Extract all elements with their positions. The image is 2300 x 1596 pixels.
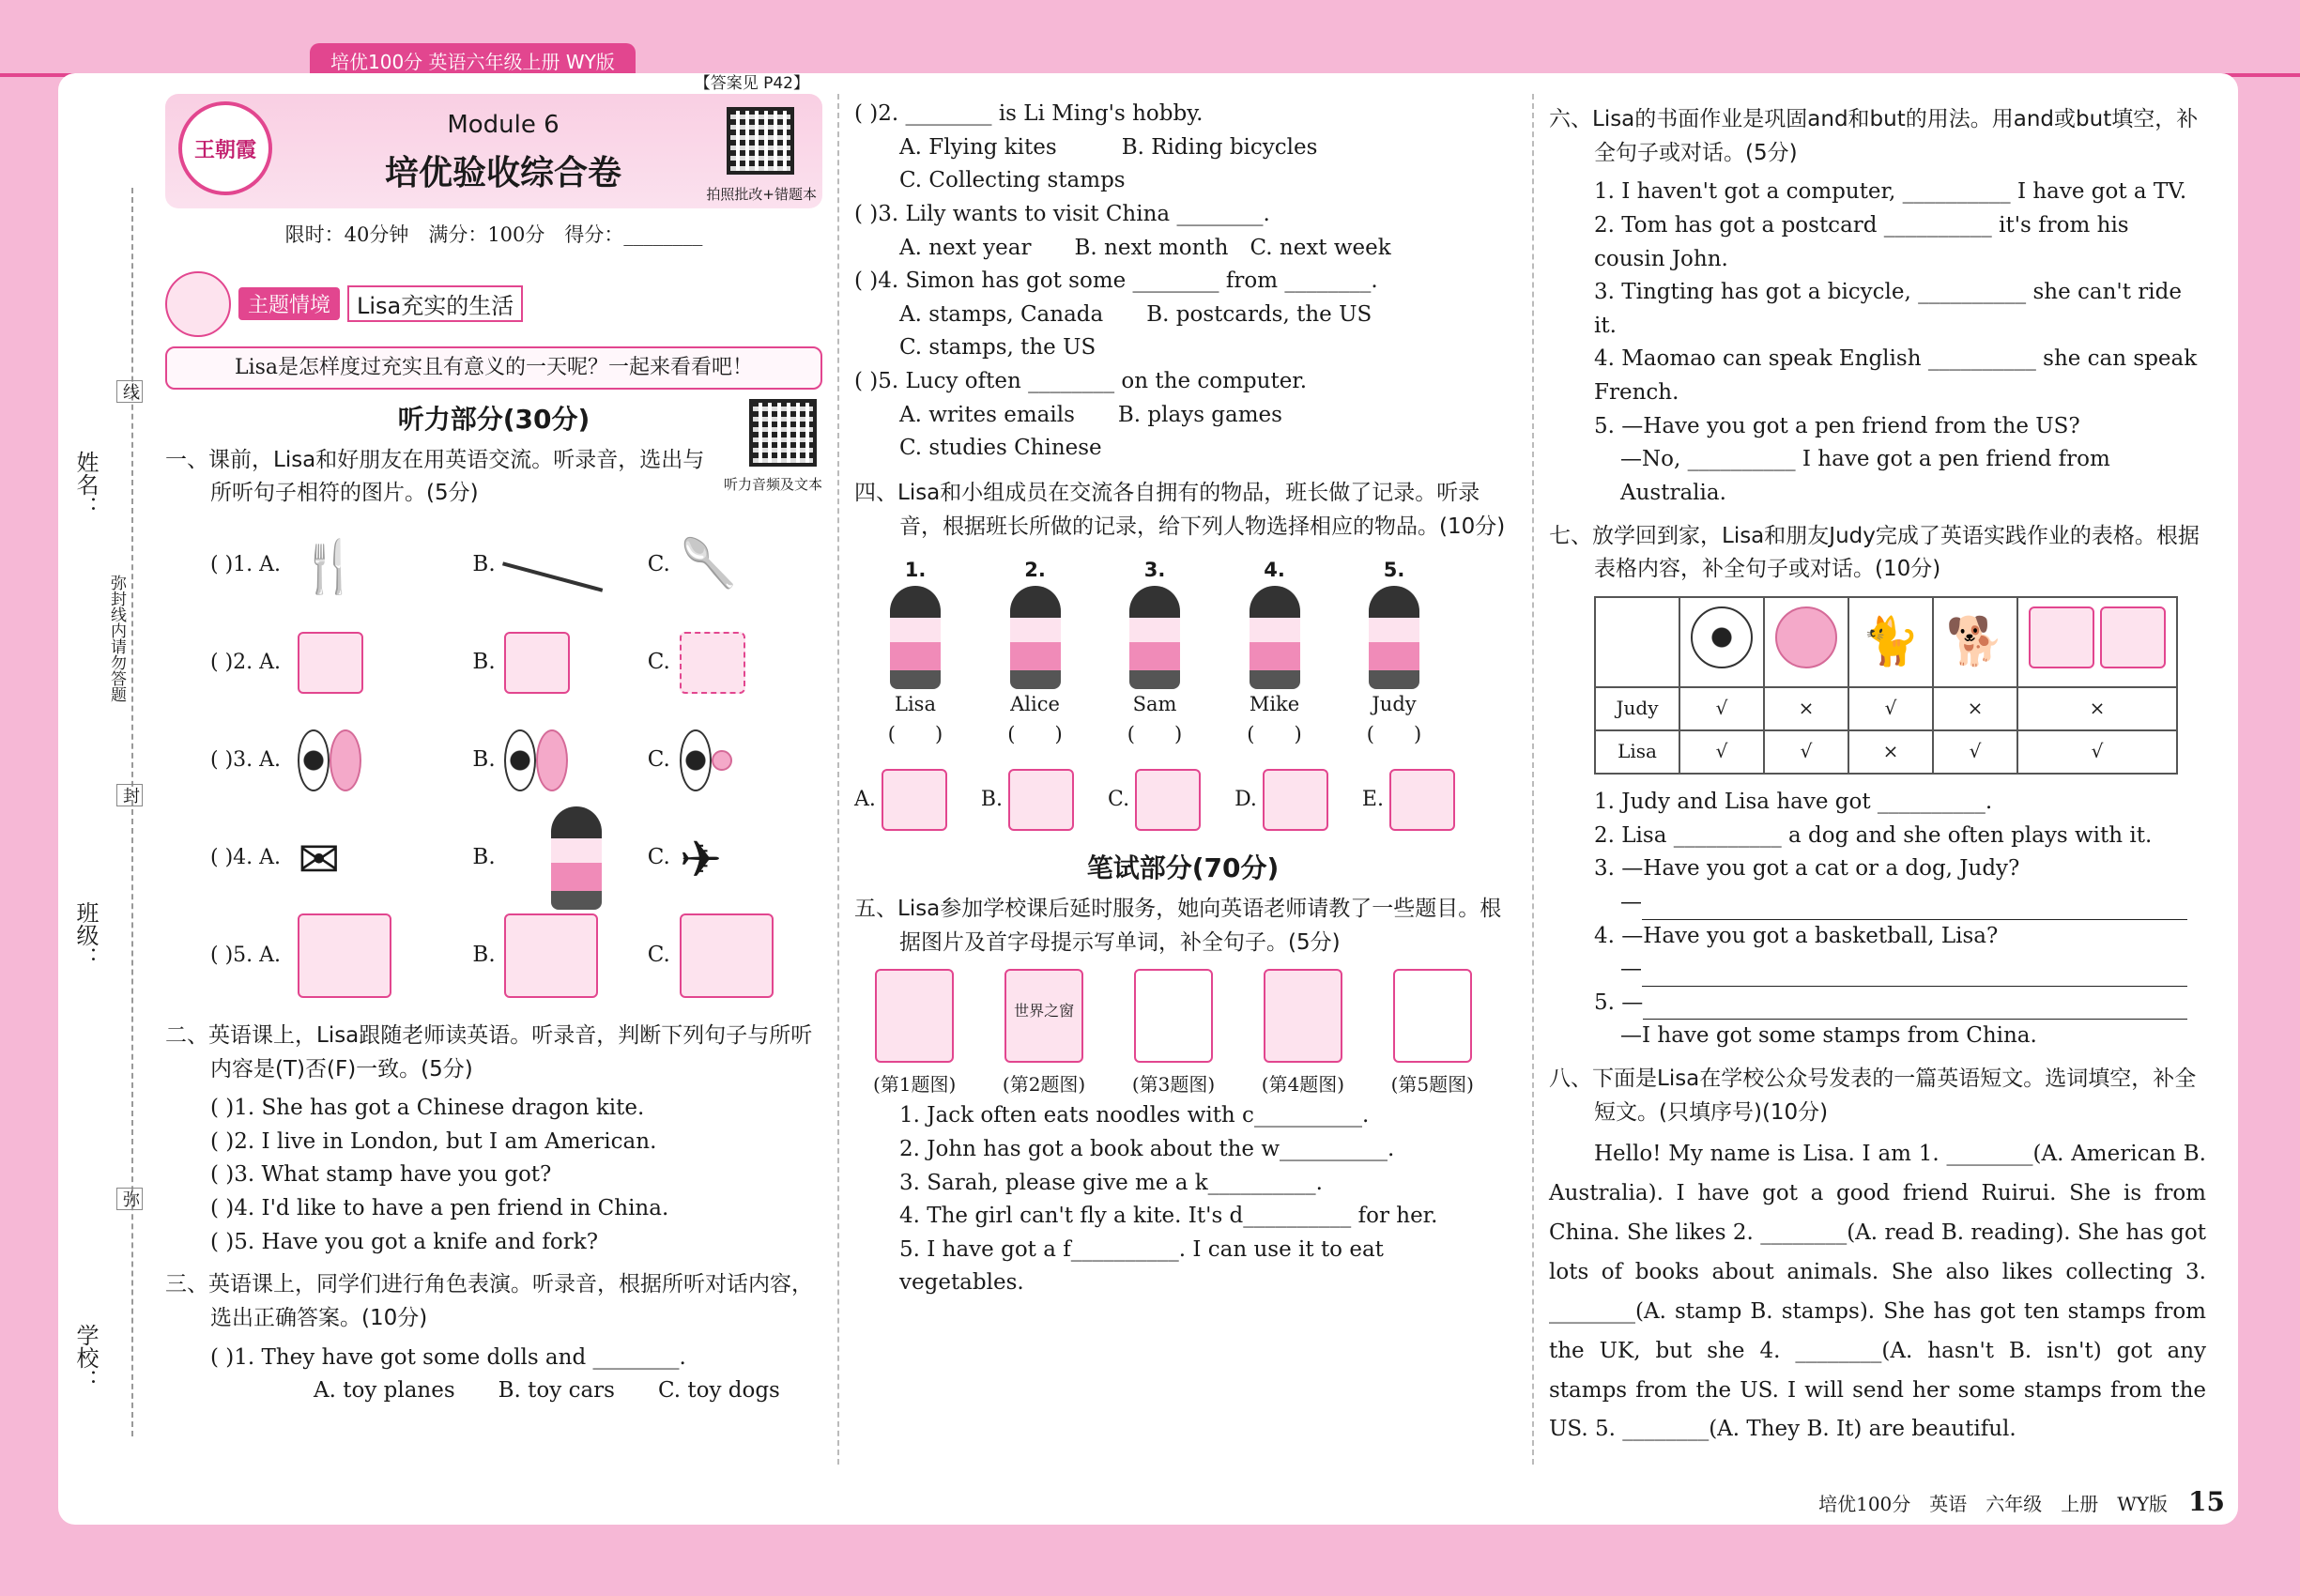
blank-line bbox=[1642, 886, 2187, 920]
page-number: 15 bbox=[2188, 1486, 2225, 1517]
person-name: Judy bbox=[1372, 692, 1417, 715]
s1-question bbox=[165, 907, 822, 1005]
option-b[interactable] bbox=[472, 913, 647, 998]
column-3 bbox=[1549, 98, 2206, 1450]
answer-blank[interactable]: ( ) bbox=[1366, 723, 1422, 746]
football-icon bbox=[504, 729, 536, 791]
column-2 bbox=[854, 98, 1511, 1300]
seal-mark: 封 bbox=[116, 784, 143, 806]
section-6-instructions: 六、Lisa的书面作业是巩固and和but的用法。用and或but填空，补全句子或对话。(5分) bbox=[1549, 107, 2199, 165]
option-b[interactable] bbox=[472, 729, 647, 791]
toy-plane-icon: ✈ bbox=[679, 829, 722, 889]
page-title: 培优验收综合卷 bbox=[384, 154, 621, 192]
option-b[interactable] bbox=[472, 632, 647, 694]
world-book-icon: 世界之窗 bbox=[1004, 969, 1083, 1063]
picture-caption: (第1题图) bbox=[873, 1073, 957, 1097]
section-7-instructions: 七、放学回到家，Lisa和朋友Judy完成了英语实践作业的表格。根据表格内容，补全句子或对话。(10分) bbox=[1549, 523, 2200, 582]
option-letter: C. bbox=[647, 552, 670, 577]
option-letter: B. bbox=[472, 552, 496, 577]
choice-options: A. stamps, Canada B. postcards, the US bbox=[899, 301, 1372, 327]
items-options bbox=[854, 769, 1455, 831]
option-letter: B. bbox=[472, 845, 496, 870]
boy-figure-icon bbox=[1250, 586, 1300, 689]
option-c[interactable] bbox=[648, 632, 822, 694]
picture-4 bbox=[1262, 969, 1344, 1099]
postcard-icon bbox=[1008, 769, 1074, 831]
option-letter: C. bbox=[647, 747, 670, 773]
qr-code-icon[interactable] bbox=[727, 107, 794, 175]
answer-line[interactable] bbox=[1594, 953, 2206, 987]
dash: — bbox=[1620, 957, 1642, 982]
spoon-icon: 🥄 bbox=[679, 535, 738, 591]
s1-question bbox=[165, 516, 822, 614]
cell: × bbox=[1764, 687, 1848, 730]
picture-caption: (第4题图) bbox=[1261, 1073, 1345, 1097]
section-5-pictures bbox=[873, 969, 1474, 1099]
seal-warning: 弥封线内请勿答题 bbox=[107, 575, 126, 702]
question-label: ( )5. A. bbox=[210, 943, 282, 967]
picture-caption: (第5题图) bbox=[1390, 1073, 1474, 1097]
option-a[interactable] bbox=[854, 769, 947, 831]
class-label: 班级： bbox=[72, 901, 99, 969]
section-2-instructions: 二、英语课上，Lisa跟随老师读英语。听录音，判断下列句子与所听内容是(T)否(F)一致。(5分) bbox=[165, 1022, 813, 1082]
email-icon: ✉ bbox=[298, 829, 341, 889]
theme-header bbox=[165, 271, 822, 337]
basketball-header bbox=[1764, 597, 1848, 687]
basketball-icon bbox=[536, 729, 568, 791]
fill-item[interactable]: 3. —Have you got a cat or a dog, Judy? bbox=[1594, 856, 2020, 882]
answer-reference: 【答案见 P42】 bbox=[694, 74, 809, 93]
dog-icon: 🐕 bbox=[1945, 614, 2005, 669]
table-row bbox=[1595, 730, 2177, 774]
boy-figure-icon bbox=[1129, 586, 1180, 689]
person-judy bbox=[1342, 555, 1446, 750]
person-name: Alice bbox=[1010, 692, 1060, 715]
row-name: Lisa bbox=[1595, 730, 1679, 774]
s1-question bbox=[165, 614, 822, 712]
stamp-icon bbox=[2029, 606, 2094, 668]
panda-stamp-icon bbox=[2100, 606, 2166, 668]
fill-item[interactable]: —No, __________ I have got a pen friend from Australia. bbox=[1620, 447, 2110, 506]
cell: √ bbox=[2017, 730, 2177, 774]
book-icon bbox=[1135, 769, 1201, 831]
cell: × bbox=[1933, 687, 2017, 730]
picture-1 bbox=[873, 969, 956, 1099]
fill-item: 5. — bbox=[1594, 990, 1644, 1015]
fill-item[interactable]: 5. I have got a f__________. I can use it to eat vegetables. bbox=[899, 1236, 1384, 1296]
option-letter: C. bbox=[647, 650, 670, 675]
choice-options: A. Flying kites B. Riding bicycles bbox=[899, 134, 1318, 160]
choice-question[interactable]: ( )5. Lucy often ________ on the computer. bbox=[854, 369, 1308, 394]
brand-logo: 王朝霞 bbox=[178, 101, 272, 195]
tf-item[interactable]: ( )3. What stamp have you got? bbox=[210, 1162, 552, 1188]
answer-line[interactable] bbox=[1594, 987, 2206, 1021]
option-letter: D. bbox=[1234, 787, 1257, 811]
option-a[interactable] bbox=[298, 528, 472, 603]
writing-heading: 笔试部分(70分) bbox=[1086, 852, 1280, 883]
answer-line[interactable] bbox=[1594, 886, 2206, 920]
option-a[interactable] bbox=[298, 729, 472, 791]
us-book-icon bbox=[504, 632, 570, 694]
football-icon bbox=[1691, 606, 1753, 668]
picture-caption: (第3题图) bbox=[1131, 1073, 1216, 1097]
knife-fork-icon: 🍴 bbox=[298, 536, 361, 596]
section-3-instructions: 三、英语课上，同学们进行角色表演。听录音，根据所听对话内容，选出正确答案。(10分) bbox=[165, 1272, 813, 1331]
basketball-icon bbox=[1775, 606, 1837, 668]
cell: √ bbox=[1764, 730, 1848, 774]
kite-icon bbox=[882, 769, 947, 831]
writing-icon bbox=[504, 913, 598, 998]
girl-figure-icon bbox=[1010, 586, 1061, 689]
option-letter: C. bbox=[647, 943, 670, 968]
chopsticks-noodles-icon bbox=[875, 969, 954, 1063]
option-c[interactable] bbox=[648, 528, 822, 603]
option-letter: B. bbox=[472, 943, 496, 968]
choice-question[interactable]: ( )4. Simon has got some ________ from ________. bbox=[854, 269, 1378, 294]
answer-blank[interactable]: ( ) bbox=[1127, 723, 1183, 746]
blank-line bbox=[1642, 953, 2187, 987]
fill-item[interactable]: 1. Jack often eats noodles with c__________. bbox=[899, 1103, 1370, 1128]
table-header-row bbox=[1595, 597, 2177, 687]
choice-options: C. Collecting stamps bbox=[899, 168, 1126, 193]
option-c[interactable] bbox=[1108, 769, 1201, 831]
choice-question[interactable]: ( )3. Lily wants to visit China ________. bbox=[854, 201, 1270, 226]
theme-tag: 主题情境 bbox=[238, 287, 340, 320]
choice-options: A. toy planes B. toy cars C. toy dogs bbox=[314, 1378, 780, 1404]
cloze-passage[interactable]: Hello! My name is Lisa. I am 1. ________(A. American B. Australia). I have got a good friend Ruirui. She is from China. She likes 2. ________(A. read B. reading). She has got lots of books about animals. She also likes collecting 3. ________(A. stamp B. stamps). She has got ten stamps from the UK, but she 4. ________(A. hasn't B. isn't) got any stamps from the US. I will send her some stamps from the US. 5. ________(A. They B. It) are beautiful. bbox=[1549, 1142, 2206, 1442]
question-label: ( )4. A. bbox=[210, 845, 282, 869]
fill-item[interactable]: 1. Judy and Lisa have got __________. bbox=[1594, 789, 1993, 814]
person-number: 3. bbox=[1143, 559, 1166, 582]
dog-header bbox=[1933, 597, 2017, 687]
option-letter: E. bbox=[1361, 787, 1384, 811]
title-banner bbox=[165, 74, 822, 208]
name-label: 姓名： bbox=[72, 451, 99, 518]
picture-2 bbox=[1003, 969, 1085, 1099]
girl-figure-icon bbox=[1369, 586, 1419, 689]
football-icon bbox=[680, 729, 712, 791]
person-number: 5. bbox=[1383, 559, 1405, 582]
candy-icon bbox=[1263, 769, 1328, 831]
survey-table bbox=[1594, 596, 2178, 775]
question-label: ( )2. A. bbox=[210, 650, 282, 674]
tf-item[interactable]: ( )5. Have you got a knife and fork? bbox=[210, 1229, 599, 1254]
choice-question[interactable]: ( )1. They have got some dolls and ________. bbox=[210, 1344, 686, 1370]
fill-item[interactable]: 4. —Have you got a basketball, Lisa? bbox=[1594, 923, 1999, 948]
picture-caption: (第2题图) bbox=[1002, 1073, 1086, 1097]
tf-item[interactable]: ( )1. She has got a Chinese dragon kite. bbox=[210, 1096, 645, 1121]
section-5-instructions: 五、Lisa参加学校课后延时服务，她向英语老师请教了一些题目。根据图片及首字母提示写单词，补全句子。(5分) bbox=[854, 896, 1502, 955]
person-name: Sam bbox=[1132, 692, 1177, 715]
option-letter: A. bbox=[854, 787, 876, 811]
option-c[interactable] bbox=[648, 913, 822, 998]
section-1-instructions: 一、课前，Lisa和好朋友在用英语交流。听录音，选出与所听句子相符的图片。(5分) bbox=[165, 447, 705, 506]
section-8-instructions: 八、下面是Lisa在学校公众号发表的一篇英语短文。选词填空，补全短文。(只填序号)(10分) bbox=[1549, 1067, 2197, 1125]
postcard-icon bbox=[298, 632, 363, 694]
option-c[interactable] bbox=[648, 729, 822, 791]
fill-item[interactable]: 3. Tingting has got a bicycle, __________ she can't ride it. bbox=[1594, 280, 2182, 338]
fill-item[interactable]: 5. —Have you got a pen friend from the US? bbox=[1594, 413, 2080, 438]
knife-icon bbox=[1134, 969, 1213, 1063]
ball-icon bbox=[712, 750, 732, 771]
person-sam bbox=[1103, 555, 1206, 750]
letter-icon bbox=[1389, 769, 1455, 831]
person-name: Lisa bbox=[895, 692, 936, 715]
option-letter: C. bbox=[647, 845, 670, 870]
choice-question[interactable]: ( )2. ________ is Li Ming's hobby. bbox=[854, 101, 1204, 126]
choice-options: C. stamps, the US bbox=[899, 335, 1096, 361]
cell: × bbox=[2017, 687, 2177, 730]
line-mark: 线 bbox=[116, 380, 143, 403]
option-b[interactable] bbox=[472, 806, 647, 910]
option-letter: B. bbox=[472, 747, 496, 773]
binding-line bbox=[131, 188, 133, 1436]
cell: √ bbox=[1848, 687, 1933, 730]
fill-item[interactable]: 3. Sarah, please give me a k__________. bbox=[899, 1170, 1323, 1195]
cell: √ bbox=[1679, 730, 1764, 774]
cell: × bbox=[1848, 730, 1933, 774]
person-mike bbox=[1223, 555, 1326, 750]
audio-qr-caption: 听力音频及文本 bbox=[723, 475, 822, 493]
doll-icon bbox=[551, 806, 602, 910]
tf-item[interactable]: ( )4. I'd like to have a pen friend in China. bbox=[210, 1196, 669, 1221]
audio-qr-icon[interactable] bbox=[749, 399, 817, 467]
fill-item[interactable]: 1. I haven't got a computer, __________ I have got a TV. bbox=[1594, 179, 2187, 205]
option-letter: C. bbox=[1108, 787, 1130, 811]
s1-question bbox=[165, 712, 822, 809]
phone-call-icon bbox=[298, 913, 391, 998]
option-letter: B. bbox=[980, 787, 1004, 811]
option-a[interactable] bbox=[298, 821, 472, 896]
choice-options: A. writes emails B. plays games bbox=[899, 402, 1282, 427]
football-icon bbox=[298, 729, 330, 791]
dash: — bbox=[1620, 889, 1642, 914]
book-series-tab: 培优100分 英语六年级上册 WY版 bbox=[310, 43, 636, 81]
fill-item[interactable]: 2. Lisa __________ a dog and she often plays with it. bbox=[1594, 822, 2153, 848]
tf-item[interactable]: ( )2. I live in London, but I am American. bbox=[210, 1128, 657, 1154]
column-divider bbox=[837, 94, 839, 1465]
question-label: ( )1. A. bbox=[210, 552, 282, 576]
answer-blank[interactable]: ( ) bbox=[1007, 723, 1063, 746]
person-number: 4. bbox=[1264, 559, 1285, 582]
blank-line bbox=[1643, 987, 2187, 1021]
answer-blank[interactable]: ( ) bbox=[887, 723, 943, 746]
mi-mark: 弥 bbox=[116, 1188, 143, 1210]
picture-3 bbox=[1132, 969, 1215, 1099]
exam-meta: 限时：40分钟 满分：100分 得分：________ bbox=[284, 223, 703, 246]
girl-avatar-icon bbox=[165, 271, 231, 337]
question-label: ( )3. A. bbox=[210, 747, 282, 772]
page-footer bbox=[1818, 1486, 2225, 1517]
choice-options: C. studies Chinese bbox=[899, 436, 1102, 461]
person-name: Mike bbox=[1249, 692, 1300, 715]
intro-text: Lisa是怎样度过充实且有意义的一天呢？一起来看看吧！ bbox=[165, 346, 822, 390]
girl-icon bbox=[1264, 969, 1342, 1063]
person-number: 2. bbox=[1024, 559, 1046, 582]
option-letter: B. bbox=[472, 650, 496, 675]
listening-heading: 听力部分(30分) bbox=[397, 403, 590, 435]
fill-item[interactable]: 2. Tom has got a postcard __________ it's from his cousin John. bbox=[1594, 212, 2129, 271]
basketball-icon bbox=[330, 729, 361, 791]
row-name: Judy bbox=[1595, 687, 1679, 730]
cell: √ bbox=[1679, 687, 1764, 730]
option-b[interactable] bbox=[981, 769, 1074, 831]
fill-item[interactable]: 4. Maomao can speak English __________ she can speak French. bbox=[1594, 346, 2198, 406]
stamp-icon bbox=[680, 632, 745, 694]
column-divider bbox=[1532, 94, 1534, 1465]
qr-caption: 拍照批改+错题本 bbox=[706, 186, 817, 203]
module-label: Module 6 bbox=[447, 111, 560, 139]
fill-item[interactable]: 4. The girl can't fly a kite. It's d__________ for her. bbox=[899, 1204, 1438, 1229]
footer-text: 培优100分 英语 六年级 上册 WY版 bbox=[1818, 1493, 2169, 1515]
person-lisa bbox=[864, 555, 967, 750]
option-c[interactable] bbox=[648, 821, 822, 896]
cell: √ bbox=[1933, 730, 2017, 774]
girl-figure-icon bbox=[890, 586, 941, 689]
stamps-header bbox=[2017, 597, 2177, 687]
option-e[interactable] bbox=[1362, 769, 1455, 831]
cat-header bbox=[1848, 597, 1933, 687]
school-label: 学校： bbox=[72, 1324, 99, 1391]
fill-item: —I have got some stamps from China. bbox=[1620, 1023, 2037, 1049]
table-corner bbox=[1595, 597, 1679, 687]
people-row bbox=[864, 555, 1446, 750]
option-a[interactable] bbox=[298, 913, 472, 998]
s1-question bbox=[165, 809, 822, 907]
column-1 bbox=[165, 74, 822, 1408]
cat-icon: 🐈 bbox=[1861, 614, 1921, 669]
picture-5 bbox=[1391, 969, 1474, 1099]
person-number: 1. bbox=[904, 559, 927, 582]
football-header bbox=[1679, 597, 1764, 687]
option-a[interactable] bbox=[298, 632, 472, 694]
fork-icon bbox=[1393, 969, 1472, 1063]
reading-icon bbox=[680, 913, 774, 998]
table-row bbox=[1595, 687, 2177, 730]
option-b[interactable] bbox=[472, 548, 647, 582]
section-4-instructions: 四、Lisa和小组成员在交流各自拥有的物品，班长做了记录。听录音，根据班长所做的记录，给下列人物选择相应的物品。(10分) bbox=[854, 481, 1506, 539]
choice-options: A. next year B. next month C. next week bbox=[899, 235, 1391, 260]
chopsticks-icon bbox=[502, 538, 609, 591]
fill-item[interactable]: 2. John has got a book about the w__________. bbox=[899, 1136, 1395, 1161]
theme-name: Lisa充实的生活 bbox=[347, 285, 523, 322]
option-d[interactable] bbox=[1234, 769, 1328, 831]
person-alice bbox=[984, 555, 1087, 750]
answer-blank[interactable]: ( ) bbox=[1247, 723, 1302, 746]
